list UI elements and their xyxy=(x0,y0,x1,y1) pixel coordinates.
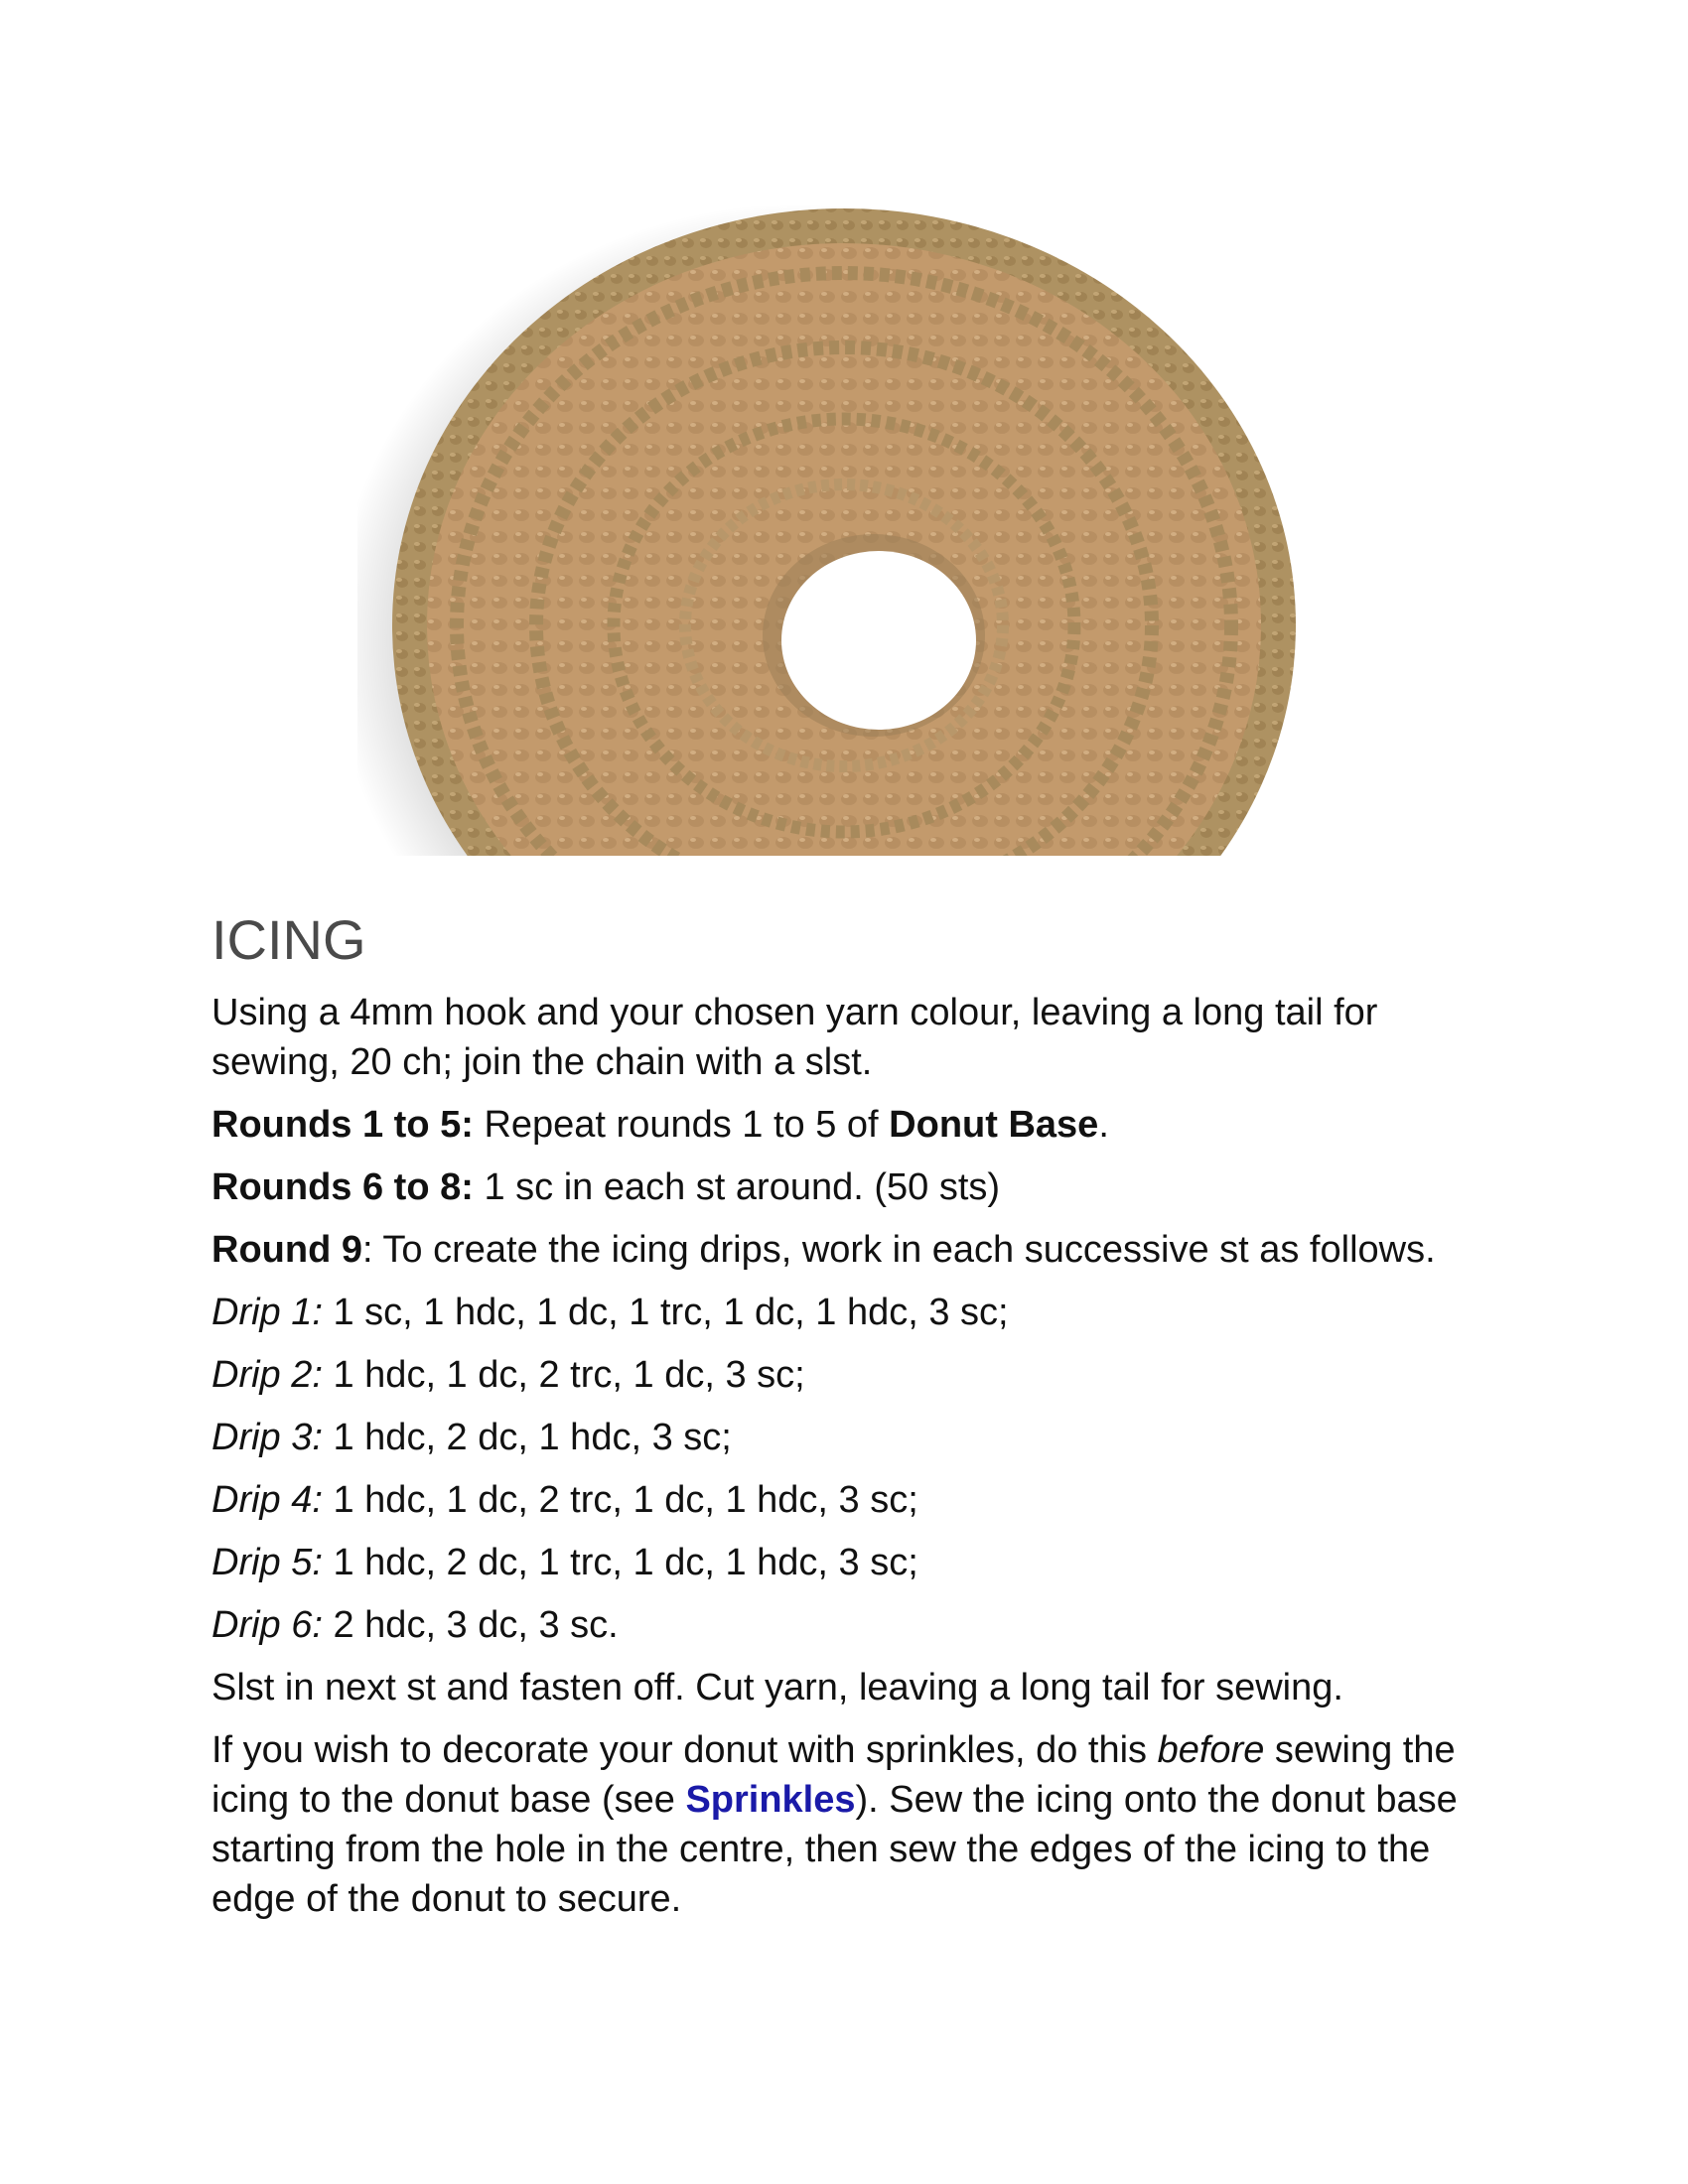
drip-3-step xyxy=(211,1413,1502,1462)
rounds-6-8-step xyxy=(211,1162,1502,1212)
note-text: If you wish to decorate your donut with sprinkles, do this xyxy=(211,1729,1158,1772)
donut-hole xyxy=(781,551,976,730)
sprinkles-note xyxy=(211,1725,1502,1924)
step-label: Round 9 xyxy=(211,1229,362,1272)
drip-2-step xyxy=(211,1350,1502,1400)
crochet-donut-base-photo xyxy=(357,199,1331,856)
drip-label: Drip 6: xyxy=(211,1604,323,1647)
drip-label: Drip 1: xyxy=(211,1292,323,1334)
step-text: Repeat rounds 1 to 5 of xyxy=(473,1104,890,1147)
drip-text: 1 hdc, 1 dc, 2 trc, 1 dc, 1 hdc, 3 sc; xyxy=(322,1479,918,1522)
drip-text: 1 hdc, 1 dc, 2 trc, 1 dc, 3 sc; xyxy=(322,1354,805,1397)
step-label: Rounds 6 to 8: xyxy=(211,1166,474,1209)
note-text: ). Sew the icing onto the donut base starting from the hole in the centre, then sew the edges of the icing to the edge of the donut to secure. xyxy=(211,1779,1458,1921)
drip-label: Drip 2: xyxy=(211,1354,323,1397)
drip-text: 1 hdc, 2 dc, 1 trc, 1 dc, 1 hdc, 3 sc; xyxy=(322,1542,918,1584)
section-heading: ICING xyxy=(211,908,366,971)
drip-5-step xyxy=(211,1538,1502,1587)
drip-text: 1 sc, 1 hdc, 1 dc, 1 trc, 1 dc, 1 hdc, 3 sc; xyxy=(322,1292,1009,1334)
sprinkles-link[interactable]: Sprinkles xyxy=(685,1779,856,1822)
finish-step: Slst in next st and fasten off. Cut yarn, leaving a long tail for sewing. xyxy=(211,1667,1343,1709)
drip-label: Drip 5: xyxy=(211,1542,323,1584)
note-emphasis: before xyxy=(1157,1729,1265,1772)
step-text: 1 sc in each st around. (50 sts) xyxy=(473,1166,1001,1209)
intro-paragraph: Using a 4mm hook and your chosen yarn colour, leaving a long tail for sewing, 20 ch; join the chain with a slst. xyxy=(211,992,1378,1084)
drip-label: Drip 4: xyxy=(211,1479,323,1522)
rounds-1-5-step xyxy=(211,1100,1502,1150)
step-text: : To create the icing drips, work in each successive st as follows. xyxy=(361,1229,1436,1272)
drip-label: Drip 3: xyxy=(211,1417,323,1459)
drip-text: 1 hdc, 2 dc, 1 hdc, 3 sc; xyxy=(322,1417,732,1459)
step-label: Rounds 1 to 5: xyxy=(211,1104,474,1147)
drip-4-step xyxy=(211,1475,1502,1525)
step-text-end: . xyxy=(1098,1104,1109,1147)
round-9-step xyxy=(211,1225,1502,1275)
drip-6-step xyxy=(211,1600,1502,1650)
donut-base-reference: Donut Base xyxy=(889,1104,1099,1147)
donut-illustration xyxy=(357,199,1331,856)
drip-text: 2 hdc, 3 dc, 3 sc. xyxy=(322,1604,619,1647)
note-text: sewing the icing to the donut base (see xyxy=(211,1729,1456,1822)
drip-1-step xyxy=(211,1288,1502,1337)
icing-instructions xyxy=(211,908,1502,1937)
